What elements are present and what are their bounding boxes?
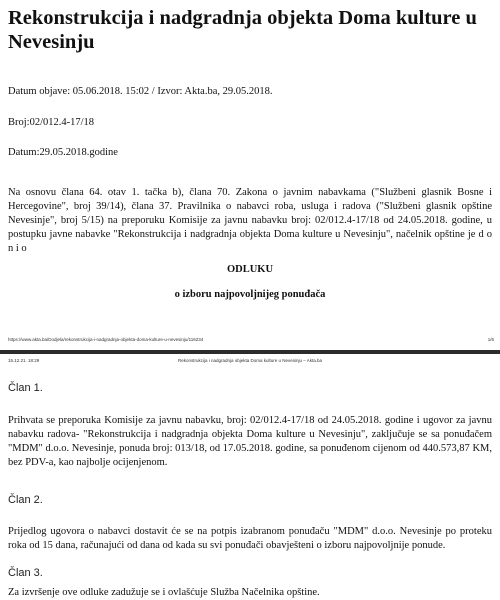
print-header-title: Rekonstrukcija i nadgradnja objekta Doma kulture u Nevesinju – Akta.ba (177, 358, 323, 363)
page-number: 1/6 (487, 337, 494, 342)
article-2-text: Prijedlog ugovora o nabavci dostavit će se na potpis izabranom ponuđaču "MDM" d.o.o. Nevesinje po proteku roka od 15 dana, računajući od dana od kada su svi ponuđači obavješteni o izboru najpovoljnije ponude. (8, 526, 492, 551)
decision-heading: ODLUKU (226, 264, 274, 275)
article-3-text: Za izvršenje ove odluke zadužuje se i ovlašćuje Služba Načelnika opštine. (8, 587, 320, 598)
article-3-heading: Član 3. (8, 567, 43, 579)
print-timestamp: 15.12.21. 18:29 (8, 358, 40, 363)
publish-meta: Datum objave: 05.06.2018. 15:02 / Izvor: Akta.ba, 29.05.2018. (8, 86, 273, 97)
document-date: Datum:29.05.2018.godine (8, 147, 118, 158)
article-1-heading: Član 1. (8, 382, 43, 394)
article-1-text: Prihvata se preporuka Komisije za javnu nabavku, broj: 02/012.4-17/18 od 24.05.2018. godine i ugovor za javnu nabavku radova- "Rekonstrukcija i nadgradnja objekta Doma kulture u Nevesinju", zaključuje se sa ponuđačem "MDM" d.o.o. Nevesinje, ponuda broj: 013/18, od 17.05.2018. godine, sa ponuđenom cijenom od 440.573,87 KM, bez PDV-a, kao najbolje ocijenjenom. (8, 415, 492, 468)
article-2-heading: Član 2. (8, 494, 43, 506)
document-page-2 (0, 354, 500, 599)
decision-subheading: o izboru najpovoljnijeg ponuđača (174, 289, 326, 300)
reference-number: Broj:02/012.4-17/18 (8, 117, 95, 128)
document-title: Rekonstrukcija i nadgradnja objekta Doma kulture u Nevesinju (8, 7, 477, 53)
intro-paragraph: Na osnovu člana 64. otav 1. tačka b), člana 70. Zakona o javnim nabavkama ("Službeni glasnik Bosne i Hercegovine", broj 39/14), člana 37. Pravilnika o nabavci roba, usluga i radova ("Službeni glasnik opštine Nevesinje", broj 5/15) na preporuku Komisije za javnu nabavku broj: 02/012.4-17/18 od 24.05.2018. godine, u postupku javne nabavke "Rekonstrukcija i nadgradnja objekta Doma kulture u Nevesinju", načelnik opštine je d o n i o (8, 187, 492, 254)
footer-url-link[interactable]: https://www.akta.ba/Dodjela/rekonstrukcija-i-nadgradnja-objekta-doma-kulture-u-nevesinju/116234 (8, 337, 204, 342)
